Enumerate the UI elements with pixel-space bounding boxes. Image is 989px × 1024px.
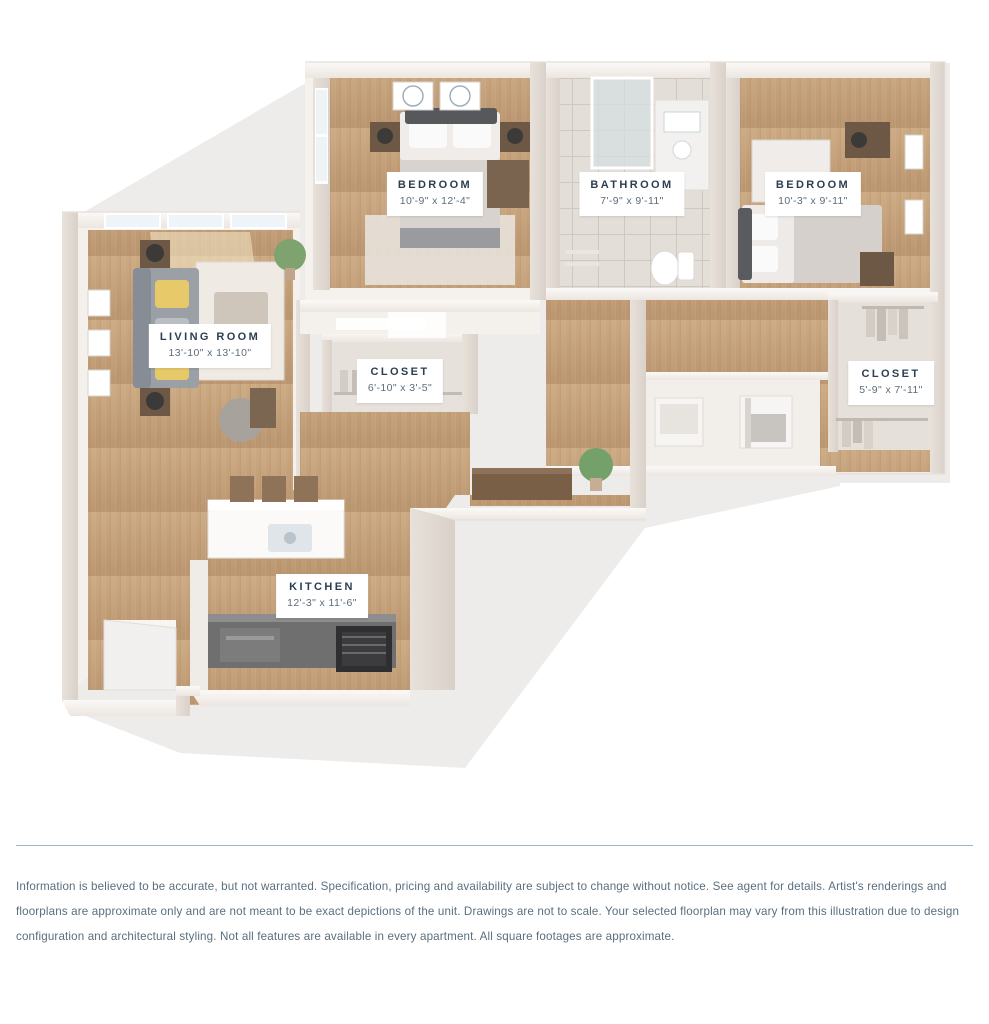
room-dimensions: 5'-9" x 7'-11" — [859, 384, 923, 396]
room-dimensions: 13'-10" x 13'-10" — [168, 347, 252, 359]
room-name: CLOSET — [861, 368, 921, 380]
room-dimensions: 10'-9" x 12'-4" — [399, 195, 471, 207]
room-name: BEDROOM — [397, 179, 473, 191]
room-dimensions: 12'-3" x 11'-6" — [287, 597, 357, 609]
room-label-closet-2 — [848, 361, 934, 405]
room-dimensions: 6'-10" x 3'-5" — [367, 382, 433, 394]
disclaimer-section — [16, 845, 973, 949]
room-label-closet-1 — [357, 359, 443, 403]
room-label-bedroom-1 — [387, 172, 483, 216]
room-name: BEDROOM — [775, 179, 851, 191]
room-name: LIVING ROOM — [159, 331, 261, 343]
room-dimensions: 7'-9" x 9'-11" — [600, 195, 664, 207]
room-name: CLOSET — [370, 366, 430, 378]
room-label-living-room — [149, 324, 271, 368]
room-label-bedroom-2 — [765, 172, 861, 216]
room-dimensions: 10'-3" x 9'-11" — [778, 195, 848, 207]
room-name: KITCHEN — [289, 581, 355, 593]
room-label-bathroom — [579, 172, 684, 216]
room-name: BATHROOM — [590, 179, 674, 191]
divider — [16, 845, 973, 846]
room-label-kitchen — [276, 574, 368, 618]
disclaimer-text: Information is believed to be accurate, but not warranted. Specification, pricing and availability are subject to change without notice. See agent for details. Artist's renderings and floorplans are approximate only and are not meant to be exact depictions of the unit. Drawings are not to scale. Your selected floorplan may vary from this illustration due to design configuration and architectural styling. Not all features are available in every apartment. All square footages are approximate. — [16, 880, 960, 943]
